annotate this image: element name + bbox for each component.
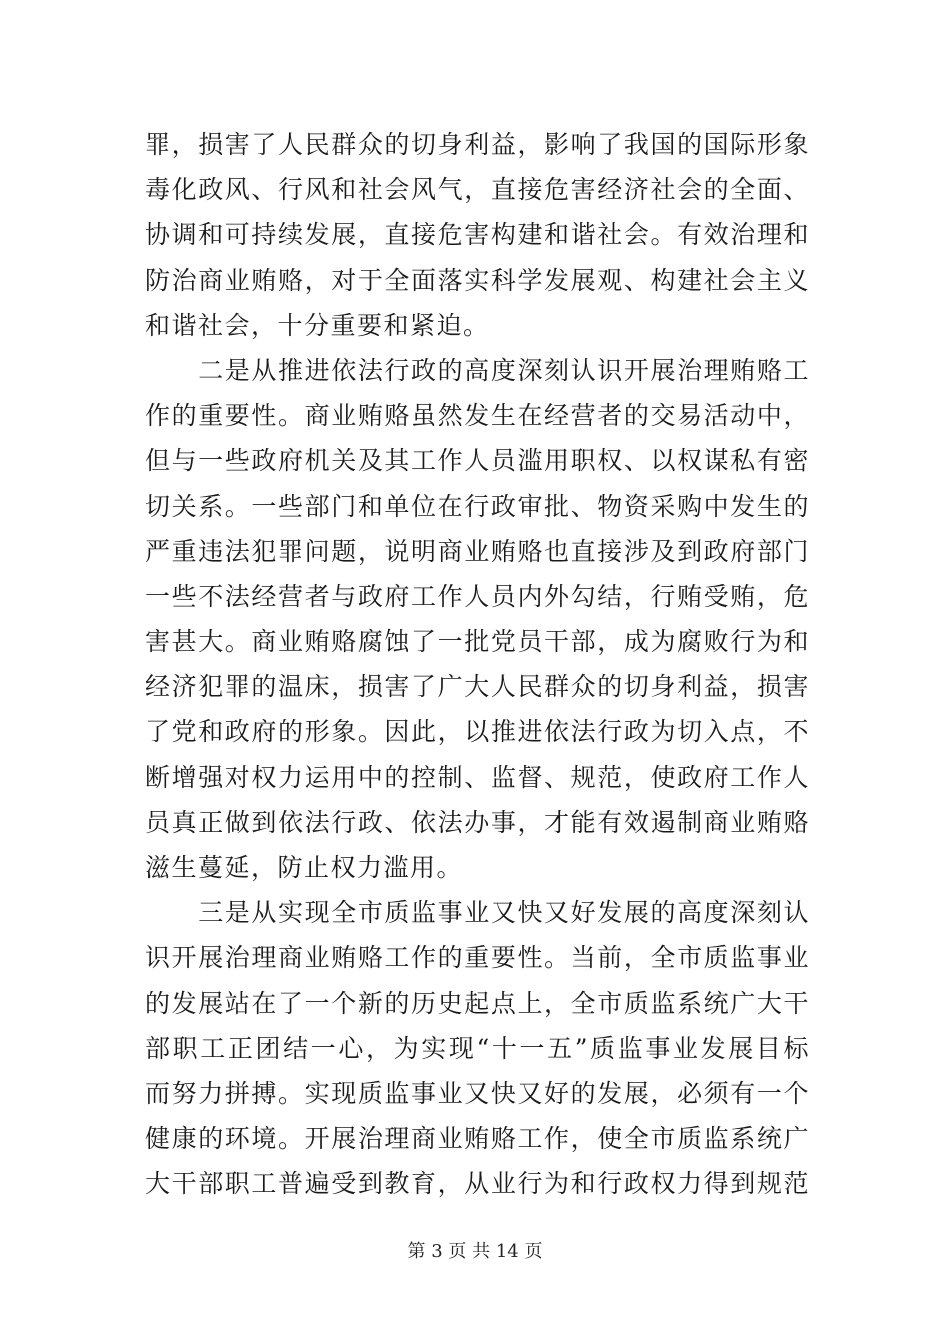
page-footer: 第 3 页 共 14 页 <box>407 1241 543 1262</box>
text-line: 而努力拼搏。实现质监事业又快又好的发展，必须有一个 <box>145 1078 810 1108</box>
text-line: 部职工正团结一心，为实现“十一五”质监事业发展目标 <box>145 1033 810 1063</box>
text-line: 员真正做到依法行政、依法办事，才能有效遏制商业贿赂 <box>145 807 810 837</box>
text-line: 三是从实现全市质监事业又快又好发展的高度深刻认 <box>145 898 810 928</box>
text-line: 毒化政风、行风和社会风气，直接危害经济社会的全面、 <box>145 175 810 205</box>
text-line: 罪，损害了人民群众的切身利益，影响了我国的国际形象 <box>145 130 810 159</box>
text-line: 一些不法经营者与政府工作人员内外勾结，行贿受贿，危 <box>145 581 810 611</box>
text-line: 和谐社会，十分重要和紧迫。 <box>145 310 490 340</box>
text-line: 害甚大。商业贿赂腐蚀了一批党员干部，成为腐败行为和 <box>145 627 810 657</box>
text-line: 经济犯罪的温床，损害了广大人民群众的切身利益，损害 <box>145 672 810 702</box>
body-text <box>145 122 810 1207</box>
text-line: 断增强对权力运用中的控制、监督、规范，使政府工作人 <box>145 762 810 792</box>
text-line: 防治商业贿赂，对于全面落实科学发展观、构建社会主义 <box>145 265 810 295</box>
text-line: 严重违法犯罪问题，说明商业贿赂也直接涉及到政府部门 <box>145 536 810 566</box>
text-line: 识开展治理商业贿赂工作的重要性。当前，全市质监事业 <box>145 943 810 973</box>
text-line: 的发展站在了一个新的历史起点上，全市质监系统广大干 <box>145 988 810 1018</box>
text-line: 大干部职工普遍受到教育，从业行为和行政权力得到规范 <box>145 1169 810 1199</box>
text-line: 滋生蔓延，防止权力滥用。 <box>145 853 464 882</box>
text-line: 二是从推进依法行政的高度深刻认识开展治理贿赂工 <box>145 355 810 385</box>
text-line: 作的重要性。商业贿赂虽然发生在经营者的交易活动中， <box>145 401 810 431</box>
text-line: 健康的环境。开展治理商业贿赂工作，使全市质监系统广 <box>145 1124 810 1154</box>
text-line: 切关系。一些部门和单位在行政审批、物资采购中发生的 <box>145 491 810 521</box>
text-line: 但与一些政府机关及其工作人员滥用职权、以权谋私有密 <box>145 446 810 476</box>
text-line: 协调和可持续发展，直接危害构建和谐社会。有效治理和 <box>145 220 810 250</box>
text-line: 了党和政府的形象。因此，以推进依法行政为切入点，不 <box>145 717 810 747</box>
